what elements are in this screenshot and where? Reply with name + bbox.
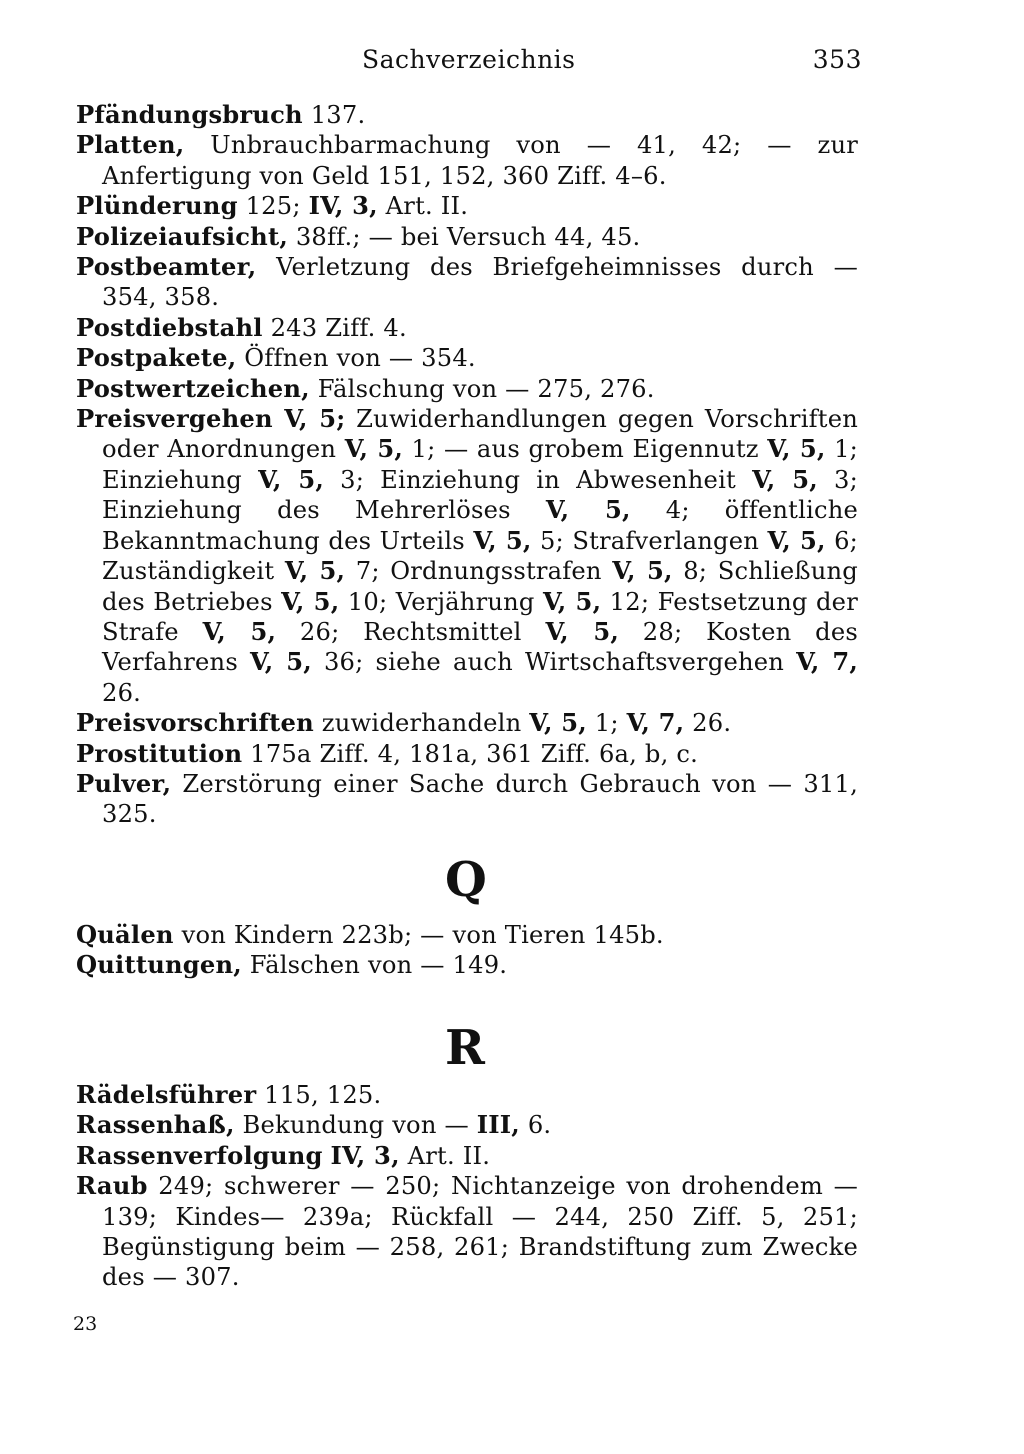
entry-bold-ref: III, [476,1110,520,1140]
entry-refs: Fälschung von — 275, 276. [309,374,655,403]
index-entry [76,100,858,130]
index-section-p [76,100,858,830]
entry-keyword: Preisvorschriften [76,708,314,738]
signature-mark: 23 [73,1313,98,1335]
entry-keyword: Plünderung [76,191,238,221]
index-entry [76,739,858,769]
entry-keyword: Rassenhaß, [76,1110,235,1140]
index-entry-preisvergehen [76,404,858,708]
entry-bold-ref: V, 5, [543,586,602,616]
entry-keyword: Rädelsführer [76,1080,257,1109]
index-entry [76,374,858,404]
entry-refs: 1; Einziehung [102,435,859,494]
section-letter-q: Q [445,852,487,908]
entry-refs: 36; siehe auch Wirtschaftsvergehen [311,648,797,677]
entry-bold-ref: V, 5, [545,616,619,646]
entry-refs: 5; Strafverlangen [531,526,768,555]
entry-refs: 26. [684,709,732,738]
entry-keyword: Prostitution [76,738,243,768]
entry-bold-ref: V, 5, [344,434,404,464]
index-entry [76,130,858,191]
entry-bold-ref: V, 5, [767,525,826,555]
index-entry [76,252,858,313]
index-entry [76,1171,858,1293]
entry-bold-ref: V, 5, [473,525,532,555]
entry-bold-ref: V, 5, [284,556,346,586]
entry-bold-ref: V, 5, [202,616,277,646]
entry-refs: 7; Ordnungsstrafen [345,557,613,586]
entry-keyword: Quälen [76,920,174,949]
entry-refs: 4; öffentliche Bekanntmachung des Urteils [102,496,858,555]
entry-bold-ref: V, 5; [272,404,346,434]
entry-refs: 3; Einziehung in Abwesenheit [323,465,753,494]
index-entry [76,1080,858,1110]
section-letter-r: R [445,1020,485,1076]
entry-refs: 6. [519,1111,552,1140]
entry-keyword: Polizeiaufsicht, [76,221,288,251]
entry-refs: 3; Einziehung des Mehrerlöses [102,465,858,525]
entry-bold-ref: V, 5, [752,464,818,494]
entry-bold-ref: V, 5, [258,464,324,494]
entry-bold-ref: V, 5, [545,495,631,525]
entry-refs: Fälschen von — 149. [241,951,508,980]
entry-keyword: Postpakete, [76,343,237,373]
running-title: Sachverzeichnis [362,45,576,74]
running-header [362,42,862,78]
entry-bold-ref: V, 5, [529,708,587,738]
entry-refs: Art. II. [377,192,469,221]
entry-refs: 125; [237,192,309,221]
entry-refs: 10; Verjährung [339,587,544,616]
index-entry [76,1110,858,1140]
index-entry [76,222,858,252]
entry-refs: zuwiderhandeln [313,709,530,738]
entry-refs: von Kindern 223b; — von Tieren 145b. [173,921,664,949]
entry-refs: 1; [586,709,627,738]
index-entry [76,191,858,221]
entry-keyword: Postwertzeichen, [76,373,310,403]
index-section-q [76,920,858,981]
entry-refs: Zerstörung einer Sache durch Gebrauch von — 311, 325. [102,769,858,829]
page-number: 353 [812,45,862,74]
index-entry [76,769,858,830]
entry-keyword: Pulver, [76,768,172,798]
entry-refs [323,1142,331,1170]
entry-refs: 249; schwerer — 250; Nichtanzeige von drohendem — 139; Kindes— 239a; Rückfall — 244, 250 Ziff. 5, 251; Begünstigung beim — 258, 261; Brandstiftung zum Zwecke des — 307. [102,1172,858,1292]
entry-refs: 6; Zuständigkeit [102,526,859,586]
entry-keyword: Rassenverfolgung [76,1140,323,1170]
entry-keyword: Platten, [76,130,185,160]
index-entry [76,950,858,980]
entry-refs: 1; — aus grobem Eigennutz [403,435,768,464]
entry-refs: Unbrauchbarmachung von — 41, 42; — zur Anfertigung von Geld 151, 152, 360 Ziff. 4–6. [102,131,858,190]
entry-refs: 175a Ziff. 4, 181a, 361 Ziff. 6a, b, c. [242,739,699,768]
entry-keyword: Raub [76,1171,148,1201]
entry-refs: 26; Rechtsmittel [276,617,546,646]
entry-refs: 115, 125. [256,1081,382,1109]
entry-refs: 26. [102,678,142,707]
entry-refs: Öffnen von — 354. [236,344,476,373]
entry-bold-ref: V, 5, [281,586,340,616]
entry-bold-ref: V, 7, [796,647,858,677]
entry-keyword: Postbeamter, [76,252,257,282]
entry-refs: 12; Festsetzung der Strafe [102,587,858,646]
index-entry [76,313,858,343]
entry-refs: Verletzung des Briefgeheimnisses durch — 354, 358. [102,253,858,312]
entry-refs: 38ff.; — bei Versuch 44, 45. [287,222,641,251]
index-entry [76,343,858,373]
entry-bold-ref: V, 5, [250,647,312,677]
entry-keyword: Quittungen, [76,950,242,980]
entry-refs: Zuwiderhandlungen gegen Vorschriften oder Anordnungen [102,405,858,464]
entry-bold-ref: V, 5, [767,434,826,464]
entry-refs: 8; Schließung des Betriebes [102,557,858,616]
index-section-r [76,1080,858,1293]
index-entry [76,1141,858,1171]
entry-refs: Art. II. [399,1141,491,1170]
entry-refs: 243 Ziff. 4. [262,313,407,342]
entry-refs: 137. [302,101,366,129]
entry-bold-ref: V, 7, [626,708,685,738]
entry-bold-ref: IV, 3, [330,1140,400,1170]
entry-refs: Bekundung von — [234,1111,477,1140]
entry-keyword: Pfändungsbruch [76,100,303,129]
index-entry [76,920,858,950]
entry-bold-ref: V, 5, [612,556,673,586]
entry-refs: 28; Kosten des Verfahrens [102,617,858,677]
index-entry [76,708,858,738]
entry-bold-ref: IV, 3, [308,191,378,221]
entry-keyword: Preisvergehen [76,404,273,434]
entry-keyword: Postdiebstahl [76,312,263,342]
